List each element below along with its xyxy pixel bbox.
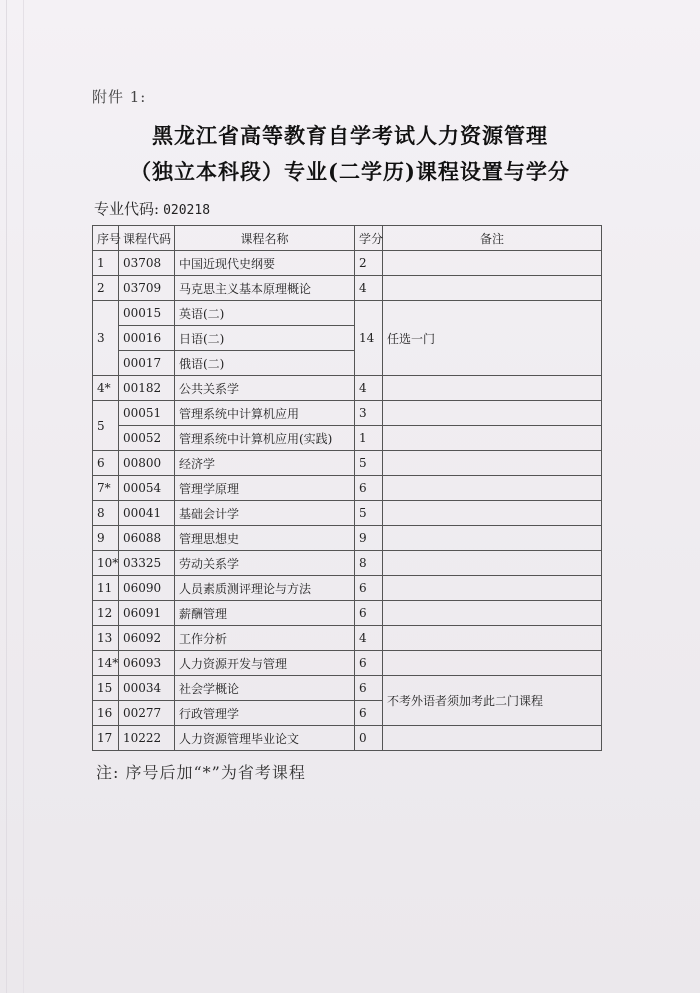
course-code-cell: 00015: [119, 301, 175, 326]
table-row: [93, 576, 602, 601]
seq-cell: 12: [93, 601, 119, 626]
course-code-cell: 10222: [119, 726, 175, 751]
table-row: [93, 726, 602, 751]
table-row: [93, 401, 602, 426]
course-name-cell: 马克思主义基本原理概论: [175, 276, 355, 301]
course-name-cell: 英语(二): [175, 301, 355, 326]
header-notes: 备注: [383, 226, 602, 251]
course-name-cell: 人力资源管理毕业论文: [175, 726, 355, 751]
major-code-value: 020218: [163, 203, 211, 218]
credits-cell: 4: [355, 276, 383, 301]
header-code: 课程代码: [119, 226, 175, 251]
credits-cell: 6: [355, 576, 383, 601]
course-table: [92, 225, 602, 751]
seq-cell: 6: [93, 451, 119, 476]
table-row: [93, 551, 602, 576]
title-line-1: 黑龙江省高等教育自学考试人力资源管理: [152, 123, 548, 148]
course-code-cell: 00051: [119, 401, 175, 426]
course-code-cell: 03709: [119, 276, 175, 301]
notes-cell: [383, 726, 602, 751]
notes-cell: [383, 476, 602, 501]
credits-cell: 2: [355, 251, 383, 276]
course-code-cell: 00182: [119, 376, 175, 401]
credits-cell: 6: [355, 601, 383, 626]
notes-cell: [383, 601, 602, 626]
seq-cell: 11: [93, 576, 119, 601]
course-name-cell: 人员素质测评理论与方法: [175, 576, 355, 601]
seq-cell: 10*: [93, 551, 119, 576]
course-name-cell: 人力资源开发与管理: [175, 651, 355, 676]
seq-cell: 2: [93, 276, 119, 301]
course-code-cell: 06090: [119, 576, 175, 601]
course-code-cell: 00016: [119, 326, 175, 351]
course-name-cell: 行政管理学: [175, 701, 355, 726]
credits-cell: 9: [355, 526, 383, 551]
table-row: [93, 601, 602, 626]
footnote: 注: 序号后加“*”为省考课程: [96, 763, 306, 782]
header-name: 课程名称: [175, 226, 355, 251]
notes-cell: [383, 626, 602, 651]
notes-cell: [383, 576, 602, 601]
credits-cell: 3: [355, 401, 383, 426]
seq-cell: 8: [93, 501, 119, 526]
credits-cell: 4: [355, 626, 383, 651]
course-code-cell: 00054: [119, 476, 175, 501]
credits-cell: 6: [355, 701, 383, 726]
course-code-cell: 06091: [119, 601, 175, 626]
table-row: [93, 651, 602, 676]
seq-cell: 14*: [93, 651, 119, 676]
credits-cell: 6: [355, 476, 383, 501]
table-row: [93, 626, 602, 651]
credits-cell: 6: [355, 676, 383, 701]
notes-cell: [383, 651, 602, 676]
course-code-cell: 06092: [119, 626, 175, 651]
seq-cell: 17: [93, 726, 119, 751]
notes-cell: 不考外语者须加考此二门课程: [383, 676, 602, 726]
header-seq: 序号: [93, 226, 119, 251]
table-row: [93, 501, 602, 526]
notes-cell: [383, 276, 602, 301]
course-name-cell: 管理学原理: [175, 476, 355, 501]
course-code-cell: 00017: [119, 351, 175, 376]
credits-cell: 5: [355, 451, 383, 476]
title-line-2: （独立本科段）专业(二学历)课程设置与学分: [130, 159, 570, 184]
credits-cell: 1: [355, 426, 383, 451]
credits-cell: 4: [355, 376, 383, 401]
notes-cell: 任选一门: [383, 301, 602, 376]
course-name-cell: 俄语(二): [175, 351, 355, 376]
course-name-cell: 社会学概论: [175, 676, 355, 701]
seq-cell: 3: [93, 301, 119, 376]
course-code-cell: 06088: [119, 526, 175, 551]
credits-cell: 8: [355, 551, 383, 576]
credits-cell: 6: [355, 651, 383, 676]
notes-cell: [383, 376, 602, 401]
seq-cell: 7*: [93, 476, 119, 501]
table-row: [93, 376, 602, 401]
notes-cell: [383, 251, 602, 276]
seq-cell: 4*: [93, 376, 119, 401]
seq-cell: 1: [93, 251, 119, 276]
course-name-cell: 中国近现代史纲要: [175, 251, 355, 276]
table-row: [93, 276, 602, 301]
course-name-cell: 管理思想史: [175, 526, 355, 551]
credits-cell: 5: [355, 501, 383, 526]
course-code-cell: 00800: [119, 451, 175, 476]
notes-cell: [383, 551, 602, 576]
course-code-cell: 00277: [119, 701, 175, 726]
course-name-cell: 管理系统中计算机应用(实践): [175, 426, 355, 451]
course-name-cell: 薪酬管理: [175, 601, 355, 626]
course-code-cell: 03325: [119, 551, 175, 576]
course-name-cell: 公共关系学: [175, 376, 355, 401]
table-row: [93, 451, 602, 476]
major-code-label: 专业代码:: [94, 200, 160, 218]
course-name-cell: 日语(二): [175, 326, 355, 351]
seq-cell: 16: [93, 701, 119, 726]
attachment-label: 附件 1:: [92, 88, 147, 106]
seq-cell: 13: [93, 626, 119, 651]
course-name-cell: 工作分析: [175, 626, 355, 651]
table-header-row: [93, 226, 602, 251]
course-name-cell: 经济学: [175, 451, 355, 476]
notes-cell: [383, 526, 602, 551]
header-credits: 学分: [355, 226, 383, 251]
course-code-cell: 03708: [119, 251, 175, 276]
table-row: [93, 251, 602, 276]
notes-cell: [383, 501, 602, 526]
course-name-cell: 基础会计学: [175, 501, 355, 526]
notes-cell: [383, 401, 602, 426]
table-row: [93, 676, 602, 701]
credits-cell: 14: [355, 301, 383, 376]
course-name-cell: 劳动关系学: [175, 551, 355, 576]
major-code: [94, 198, 210, 219]
table-row: [93, 426, 602, 451]
credits-cell: 0: [355, 726, 383, 751]
notes-cell: [383, 451, 602, 476]
table-row: [93, 301, 602, 326]
seq-cell: 5: [93, 401, 119, 451]
course-code-cell: 00052: [119, 426, 175, 451]
notes-cell: [383, 426, 602, 451]
seq-cell: 15: [93, 676, 119, 701]
table-row: [93, 526, 602, 551]
table-row: [93, 476, 602, 501]
course-code-cell: 00034: [119, 676, 175, 701]
course-code-cell: 00041: [119, 501, 175, 526]
course-name-cell: 管理系统中计算机应用: [175, 401, 355, 426]
seq-cell: 9: [93, 526, 119, 551]
course-code-cell: 06093: [119, 651, 175, 676]
